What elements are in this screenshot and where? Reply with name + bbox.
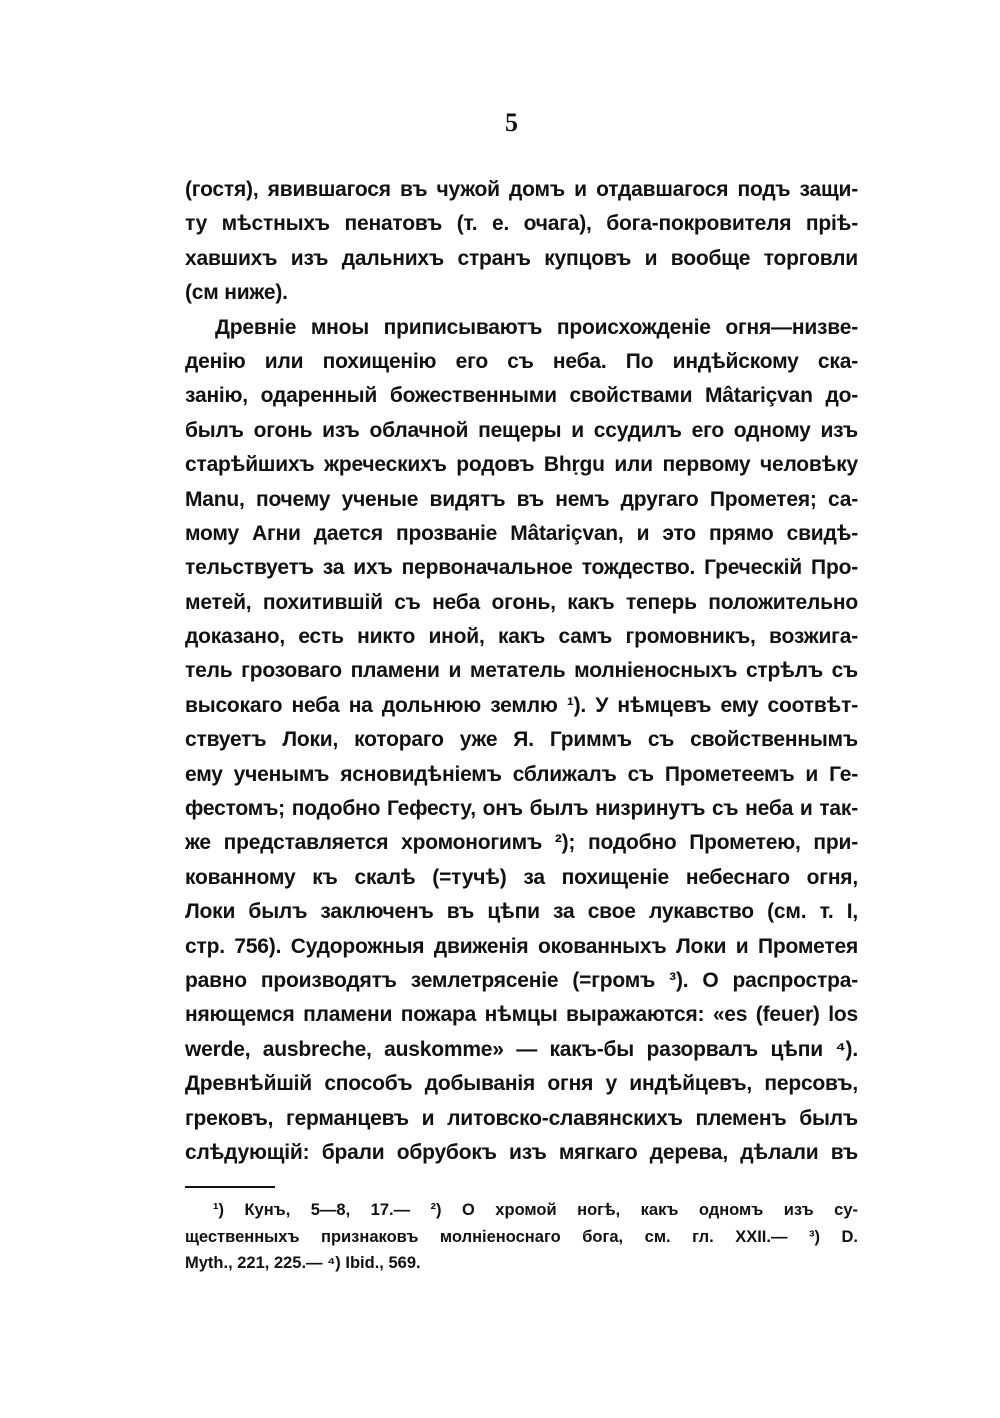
text-line: хавшихъ изъ дальнихъ странъ купцовъ и вообще торговли bbox=[185, 246, 858, 270]
footnote-line: ¹) Кунъ, 5—8, 17.— ²) О хромой ногѣ, какъ одномъ изъ су- bbox=[213, 1201, 858, 1219]
text-line: ствуетъ Локи, котораго уже Я. Гриммъ съ свойственнымъ bbox=[185, 728, 858, 752]
text-line: высокаго неба на дольнюю землю ¹). У нѣмцевъ ему соотвѣт- bbox=[185, 693, 858, 717]
text-line: (гостя), явившагося въ чужой домъ и отдавшагося подъ защи- bbox=[185, 178, 858, 201]
text-line: няющемся пламени пожара нѣмцы выражаются: «es (feuer) los bbox=[185, 1003, 858, 1027]
text-line: Manu, почему ученые видятъ въ немъ другаго Прометея; са- bbox=[185, 487, 858, 511]
text-line: же представляется хромоногимъ ²); подобно Прометею, при- bbox=[185, 831, 858, 855]
text-line: Древніе мноы приписываютъ происхожденіе огня—низве- bbox=[215, 315, 858, 339]
text-line: Древнѣйшій способъ добыванія огня у индѣйцевъ, персовъ, bbox=[185, 1072, 858, 1096]
text-line: стр. 756). Судорожныя движенія окованныхъ Локи и Прометея bbox=[185, 934, 858, 958]
text-line: ту мѣстныхъ пенатовъ (т. е. очага), бога-покровителя пріѣ- bbox=[185, 212, 858, 236]
main-text bbox=[185, 173, 858, 1170]
text-line: werde, ausbreche, auskomme» — какъ-бы разорвалъ цѣпи ⁴). bbox=[185, 1037, 858, 1061]
page-number: 5 bbox=[505, 108, 518, 137]
text-line: кованному къ скалѣ (=тучѣ) за похищеніе небеснаго огня, bbox=[185, 865, 858, 889]
text-line: тель грозоваго пламени и метатель молніеносныхъ стрѣлъ съ bbox=[185, 659, 858, 683]
text-line: денію или похищенію его съ неба. По индѣйскому ска- bbox=[185, 349, 858, 373]
footnotes bbox=[185, 1197, 858, 1277]
footnote-line: щественныхъ признаковъ молніеноснаго бога, см. гл. XXII.— ³) D. bbox=[185, 1227, 858, 1246]
text-line: (см ниже). bbox=[185, 281, 288, 305]
text-line: старѣйшихъ жреческихъ родовъ Bhṛgu или первому человѣку bbox=[185, 453, 858, 477]
text-line: слѣдующій: брали обрубокъ изъ мягкаго дерева, дѣлали въ bbox=[185, 1140, 858, 1164]
text-line: мому Агни дается прозваніе Mâtariçvan, и это прямо свидѣ- bbox=[185, 521, 858, 545]
text-line: Локи былъ заключенъ въ цѣпи за свое лукавство (см. т. I, bbox=[185, 900, 858, 924]
footnote-divider bbox=[185, 1186, 275, 1188]
footnote-line: Myth., 221, 225.— ⁴) Ibid., 569. bbox=[185, 1254, 421, 1272]
text-line: тельствуетъ за ихъ первоначальное тождество. Греческій Про- bbox=[185, 556, 858, 580]
text-line: грековъ, германцевъ и литовско-славянскихъ племенъ былъ bbox=[185, 1106, 858, 1130]
text-line: фестомъ; подобно Гефесту, онъ былъ низринутъ съ неба и так- bbox=[185, 797, 858, 821]
text-line: метей, похитившій съ неба огонь, какъ теперь положительно bbox=[185, 590, 858, 614]
text-line: былъ огонь изъ облачной пещеры и ссудилъ его одному изъ bbox=[185, 418, 858, 442]
text-line: занію, одаренный божественными свойствами Mâtariçvan до- bbox=[185, 384, 858, 408]
text-line: доказано, есть никто иной, какъ самъ громовникъ, возжига- bbox=[185, 625, 858, 649]
text-line: ему ученымъ ясновидѣніемъ сближалъ съ Прометеемъ и Ге- bbox=[185, 762, 858, 786]
text-line: равно производятъ землетрясеніе (=громъ ³). О распростра- bbox=[185, 968, 858, 992]
